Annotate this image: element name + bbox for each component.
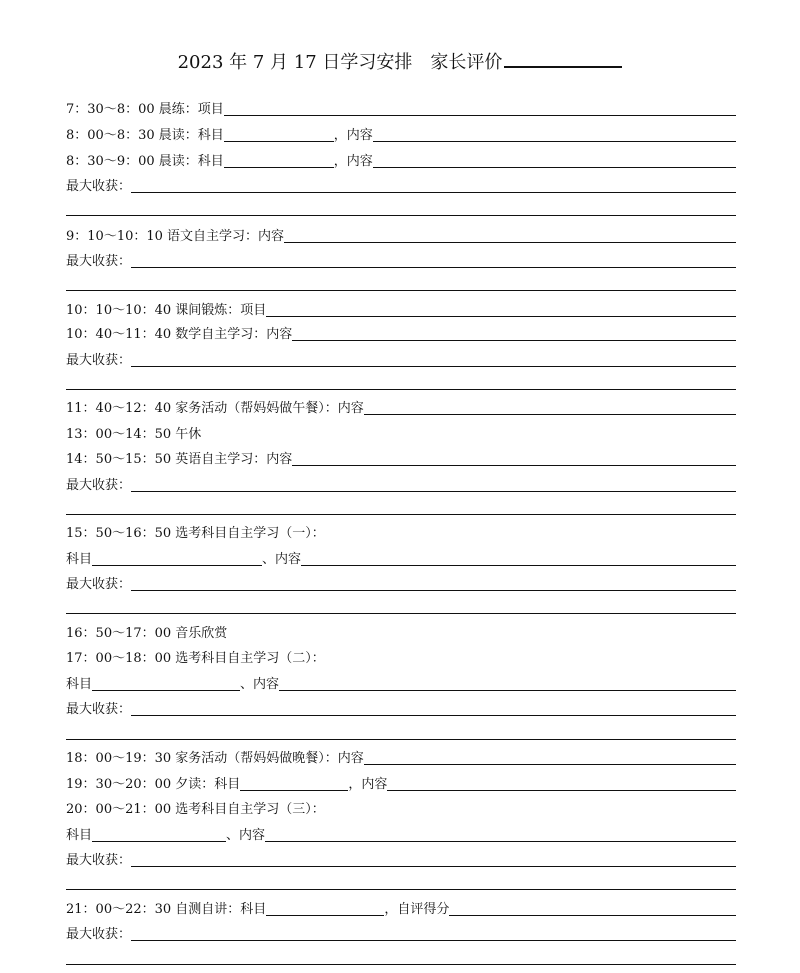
elective2-subject-row: 科目 、内容 — [66, 672, 736, 694]
gain-line-1[interactable] — [66, 215, 736, 216]
read1-subject-blank[interactable] — [224, 126, 334, 142]
morning-read-row-2: 8：30～9：00 晨读：科目 ，内容 — [66, 149, 736, 171]
math-study-row: 10：40～11：40 数学自主学习：内容 — [66, 322, 736, 344]
read1-content-blank[interactable] — [373, 126, 736, 142]
gain-blank-6[interactable] — [131, 700, 736, 716]
page-title: 2023 年 7 月 17 日学习安排 家长评价 — [0, 48, 800, 75]
elective3-subject-row: 科目 、内容 — [66, 823, 736, 845]
self-test-subject-blank[interactable] — [266, 900, 384, 916]
elective1-subject-blank[interactable] — [92, 550, 262, 566]
self-score-blank[interactable] — [449, 900, 736, 916]
evening-read-subject-blank[interactable] — [240, 775, 348, 791]
gain-line-5[interactable] — [66, 613, 736, 614]
lunch-housework-blank[interactable] — [364, 399, 736, 415]
english-content-blank[interactable] — [292, 450, 736, 466]
evening-read-content-blank[interactable] — [387, 775, 736, 791]
dinner-housework-row: 18：00～19：30 家务活动（帮妈妈做晚餐）：内容 — [66, 746, 736, 768]
elective3-content-blank[interactable] — [265, 826, 736, 842]
elective-study-2-row: 17：00～18：00 选考科目自主学习（二）： — [66, 651, 325, 666]
dinner-housework-blank[interactable] — [364, 749, 736, 765]
chinese-study-row: 9：10～10：10 语文自主学习：内容 — [66, 224, 736, 246]
gain-blank-1[interactable] — [131, 177, 736, 193]
elective3-subject-blank[interactable] — [92, 826, 226, 842]
elective-study-1-row: 15：50～16：50 选考科目自主学习（一）： — [66, 526, 325, 541]
exercise-item-blank[interactable] — [266, 301, 736, 317]
gain-line-2[interactable] — [66, 290, 736, 291]
lunch-housework-row: 11：40～12：40 家务活动（帮妈妈做午餐）：内容 — [66, 396, 736, 418]
gain-row-2: 最大收获： — [66, 249, 736, 271]
gain-row-8: 最大收获： — [66, 922, 736, 944]
gain-blank-7[interactable] — [131, 851, 736, 867]
elective1-subject-row: 科目 、内容 — [66, 547, 736, 569]
gain-blank-5[interactable] — [131, 575, 736, 591]
parent-evaluation-blank[interactable] — [504, 48, 622, 68]
elective-study-3-row: 20：00～21：00 选考科目自主学习（三）： — [66, 802, 325, 817]
self-test-row: 21：00～22：30 自测自讲：科目 ，自评得分 — [66, 897, 736, 919]
gain-blank-3[interactable] — [131, 351, 736, 367]
elective2-subject-blank[interactable] — [92, 675, 240, 691]
music-row: 16：50～17：00 音乐欣赏 — [66, 626, 228, 641]
gain-line-6[interactable] — [66, 739, 736, 740]
gain-line-4[interactable] — [66, 514, 736, 515]
gain-row-3: 最大收获： — [66, 348, 736, 370]
math-content-blank[interactable] — [292, 325, 736, 341]
english-study-row: 14：50～15：50 英语自主学习：内容 — [66, 447, 736, 469]
elective1-content-blank[interactable] — [301, 550, 736, 566]
gain-row-6: 最大收获： — [66, 697, 736, 719]
gain-blank-2[interactable] — [131, 252, 736, 268]
nap-row: 13：00～14：50 午休 — [66, 427, 202, 442]
gain-row-4: 最大收获： — [66, 473, 736, 495]
break-exercise-row: 10：10～10：40 课间锻炼：项目 — [66, 298, 736, 320]
gain-blank-4[interactable] — [131, 476, 736, 492]
read2-content-blank[interactable] — [373, 152, 736, 168]
gain-row-5: 最大收获： — [66, 572, 736, 594]
elective2-content-blank[interactable] — [279, 675, 736, 691]
gain-row-7: 最大收获： — [66, 848, 736, 870]
chinese-content-blank[interactable] — [284, 227, 736, 243]
gain-line-7[interactable] — [66, 889, 736, 890]
gain-row-1: 最大收获： — [66, 174, 736, 196]
evening-read-row: 19：30～20：00 夕读：科目 ，内容 — [66, 772, 736, 794]
morning-read-row-1: 8：00～8：30 晨读：科目 ，内容 — [66, 123, 736, 145]
gain-blank-8[interactable] — [131, 925, 736, 941]
morning-exercise-blank[interactable] — [224, 100, 736, 116]
gain-line-8[interactable] — [66, 964, 736, 965]
gain-line-3[interactable] — [66, 389, 736, 390]
read2-subject-blank[interactable] — [224, 152, 334, 168]
morning-exercise-row: 7：30～8：00 晨练：项目 — [66, 97, 736, 119]
